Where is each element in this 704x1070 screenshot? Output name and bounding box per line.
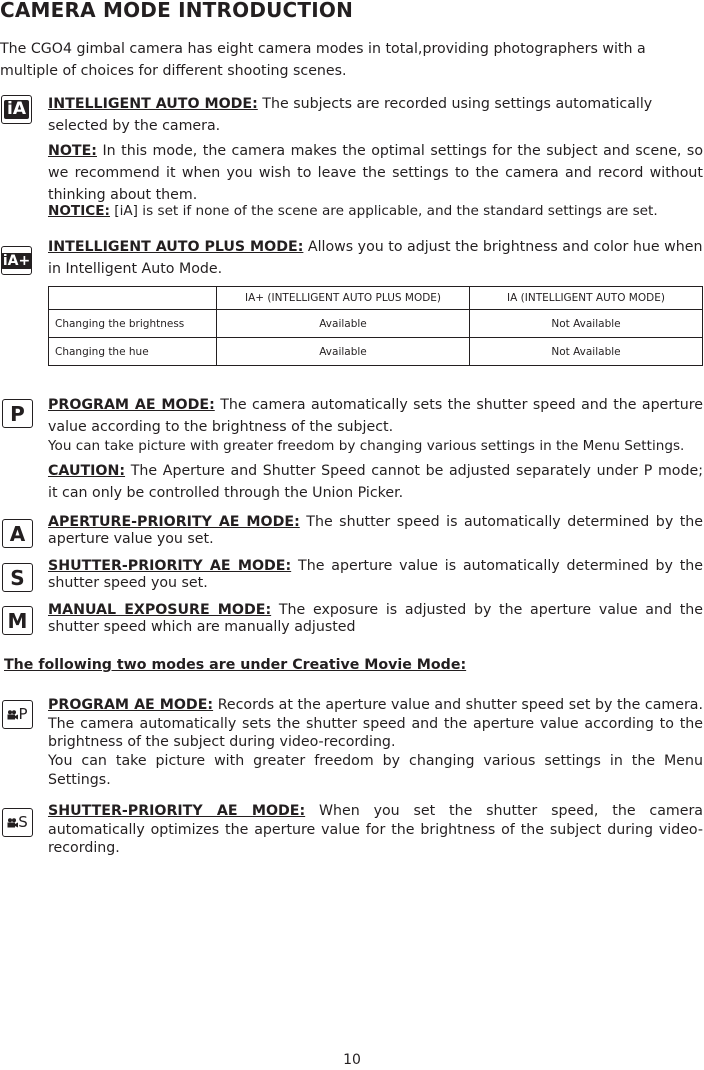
movie-program-icon	[2, 700, 33, 729]
intelligent-auto-heading: INTELLIGENT AUTO MODE:	[48, 96, 258, 112]
movie-shutter-paragraph	[48, 802, 703, 858]
table-cell: Changing the brightness	[49, 310, 217, 338]
caution-text: The Aperture and Shutter Speed cannot be adjusted separately under P mode; it can only be controlled through the Union Picker.	[48, 463, 703, 501]
program-ae-caution	[48, 460, 703, 504]
intelligent-auto-note	[48, 140, 703, 206]
table-cell: Available	[217, 310, 470, 338]
aperture-priority-heading: APERTURE-PRIORITY AE MODE:	[48, 514, 300, 530]
aperture-priority-paragraph	[48, 514, 703, 548]
table-row	[49, 310, 703, 338]
intelligent-auto-plus-paragraph	[48, 236, 703, 280]
intelligent-auto-plus-heading: INTELLIGENT AUTO PLUS MODE:	[48, 239, 304, 255]
program-ae-extra: You can take picture with greater freedom by changing various settings in the Menu Settings.	[48, 438, 685, 454]
table-row	[49, 338, 703, 366]
movie-shutter-heading: SHUTTER-PRIORITY AE MODE:	[48, 803, 306, 819]
note-text: In this mode, the camera makes the optimal settings for the subject and scene, so we recommend it when you wish to leave the settings to the camera and record without thinking about them.	[48, 143, 704, 203]
page-number: 10	[343, 1052, 361, 1068]
caution-label: CAUTION:	[48, 463, 126, 479]
notice-label: NOTICE:	[48, 203, 110, 219]
table-cell: Available	[217, 338, 470, 366]
ia-icon-label: iA	[4, 100, 29, 119]
manual-exposure-text: The exposure is adjusted by the aperture value and the shutter speed which are manually adjusted	[48, 602, 703, 635]
ia-plus-icon-label: iA+	[2, 252, 31, 269]
program-ae-text: The camera automatically sets the shutter speed and the aperture value according to the brightness of the subject.	[48, 397, 703, 435]
creative-movie-intro: The following two modes are under Creative Movie Mode:	[4, 657, 467, 673]
page-title: CAMERA MODE INTRODUCTION	[0, 0, 354, 22]
movie-shutter-icon	[2, 808, 33, 837]
program-ae-paragraph	[48, 394, 703, 438]
table-cell: Not Available	[470, 338, 703, 366]
shutter-priority-icon: S	[2, 563, 33, 592]
movie-program-text: Records at the aperture value and shutter speed set by the camera. The camera automatically sets the shutter speed and the aperture value according to the brightness of the subject during video-recording.	[48, 697, 703, 750]
aperture-priority-icon: A	[2, 519, 33, 548]
table-cell: Changing the hue	[49, 338, 217, 366]
movie-program-letter: P	[18, 705, 28, 723]
note-label: NOTE:	[48, 143, 97, 159]
comparison-table	[48, 286, 703, 366]
manual-exposure-icon: M	[2, 606, 33, 635]
shutter-priority-paragraph	[48, 558, 703, 592]
table-header-cell: IA+ (INTELLIGENT AUTO PLUS MODE)	[217, 287, 470, 310]
intelligent-auto-icon	[1, 95, 32, 124]
intelligent-auto-plus-icon	[1, 246, 32, 275]
movie-camera-icon	[7, 710, 18, 720]
manual-exposure-heading: MANUAL EXPOSURE MODE:	[48, 602, 272, 618]
intelligent-auto-paragraph	[48, 93, 703, 137]
intelligent-auto-plus-text: Allows you to adjust the brightness and color hue when in Intelligent Auto Mode.	[48, 239, 703, 277]
table-header-row	[49, 287, 703, 310]
intelligent-auto-text: The subjects are recorded using settings automatically selected by the camera.	[48, 96, 653, 134]
movie-shutter-letter: S	[18, 813, 28, 831]
table-header-cell	[49, 287, 217, 310]
intelligent-auto-notice	[48, 200, 704, 222]
aperture-priority-text: The shutter speed is automatically determined by the aperture value you set.	[48, 514, 704, 547]
program-mode-icon: P	[2, 399, 33, 428]
movie-program-paragraph	[48, 696, 703, 752]
notice-text: [iA] is set if none of the scene are applicable, and the standard settings are set.	[114, 203, 658, 219]
shutter-priority-heading: SHUTTER-PRIORITY AE MODE:	[48, 558, 292, 574]
movie-program-heading: PROGRAM AE MODE:	[48, 697, 214, 713]
shutter-priority-text: The aperture value is automatically determined by the shutter speed you set.	[48, 558, 703, 591]
table-cell: Not Available	[470, 310, 703, 338]
movie-camera-icon	[7, 818, 18, 828]
program-ae-heading: PROGRAM AE MODE:	[48, 397, 215, 413]
movie-program-extra: You can take picture with greater freedom by changing various settings in the Menu Settings.	[48, 753, 703, 788]
movie-shutter-text: When you set the shutter speed, the camera automatically optimizes the aperture value for the brightness of the subject during video-recording.	[48, 803, 703, 856]
manual-exposure-paragraph	[48, 602, 703, 636]
table-header-cell: IA (INTELLIGENT AUTO MODE)	[470, 287, 703, 310]
intro-paragraph: The CGO4 gimbal camera has eight camera modes in total,providing photographers with a multiple of choices for different shooting scenes.	[0, 41, 646, 79]
